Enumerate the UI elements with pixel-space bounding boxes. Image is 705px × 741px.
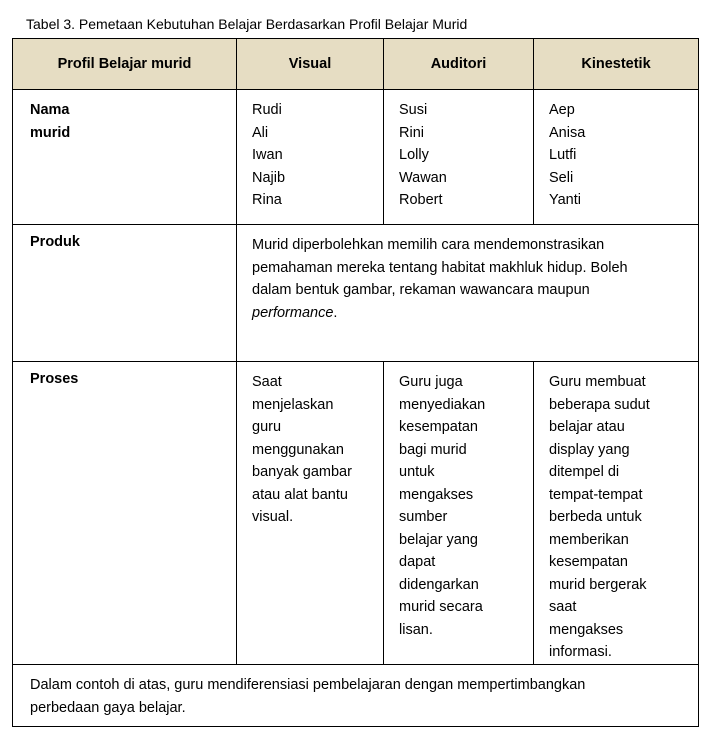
- proses-line: menyediakan: [399, 396, 486, 413]
- proses-line: untuk: [399, 464, 435, 480]
- proses-line: kesempatan: [549, 554, 628, 570]
- header-row: [13, 39, 699, 90]
- proses-line: dapat: [399, 554, 436, 570]
- student-name: Rini: [399, 124, 424, 141]
- produk-period: .: [333, 304, 338, 321]
- proses-line: murid secara: [399, 599, 483, 615]
- proses-line: mengakses: [549, 621, 624, 638]
- proses-line: murid bergerak: [549, 576, 647, 593]
- produk-text-cell: [237, 225, 699, 362]
- student-name: Ali: [252, 124, 269, 141]
- proses-line: bagi murid: [399, 441, 467, 458]
- proses-auditori-cell: [384, 362, 534, 665]
- student-name: Najib: [252, 169, 286, 186]
- proses-line: didengarkan: [399, 576, 479, 593]
- proses-line: Saat: [252, 374, 282, 390]
- produk-line: [252, 302, 684, 325]
- produk-line: dalam bentuk gambar, rekaman wawancara maupun: [252, 282, 590, 298]
- label-proses: Proses: [13, 362, 237, 665]
- learning-profile-table: [12, 38, 699, 727]
- proses-line: belajar atau: [549, 419, 625, 435]
- student-name: Lutfi: [549, 147, 577, 163]
- row-nama-murid: [13, 90, 699, 225]
- proses-line: Guru membuat: [549, 374, 646, 390]
- proses-line: display yang: [549, 441, 630, 458]
- header-auditori: Auditori: [384, 39, 534, 90]
- proses-line: Guru juga: [399, 374, 463, 390]
- student-name: Aep: [549, 102, 575, 118]
- footer-line: perbedaan gaya belajar.: [30, 699, 186, 716]
- proses-line: beberapa sudut: [549, 396, 650, 413]
- header-visual: Visual: [237, 39, 384, 90]
- row-proses: [13, 362, 699, 665]
- label-produk: Produk: [13, 225, 237, 362]
- proses-line: guru: [252, 419, 282, 435]
- proses-line: belajar yang: [399, 531, 478, 548]
- proses-line: menjelaskan: [252, 396, 334, 413]
- label-nama-line1: Nama: [30, 102, 70, 118]
- proses-line: menggunakan: [252, 441, 344, 458]
- proses-visual-cell: [237, 362, 384, 665]
- proses-line: ditempel di: [549, 464, 620, 480]
- proses-line: berbeda untuk: [549, 509, 642, 525]
- proses-line: banyak gambar: [252, 464, 352, 480]
- proses-line: tempat-tempat: [549, 486, 643, 503]
- student-name: Anisa: [549, 124, 586, 141]
- student-name: Rina: [252, 192, 282, 208]
- proses-line: saat: [549, 599, 577, 615]
- header-profil: Profil Belajar murid: [13, 39, 237, 90]
- row-footer: [13, 665, 699, 727]
- produk-line: pemahaman mereka tentang habitat makhluk hidup. Boleh: [252, 259, 628, 276]
- student-name: Susi: [399, 102, 428, 118]
- produk-line: Murid diperbolehkan memilih cara mendemonstrasikan: [252, 237, 605, 253]
- footer-note: [13, 665, 699, 727]
- proses-kinestetik-cell: [534, 362, 699, 665]
- student-name: Seli: [549, 169, 574, 186]
- student-name: Wawan: [399, 169, 447, 186]
- proses-line: visual.: [252, 509, 294, 525]
- student-name: Iwan: [252, 147, 283, 163]
- student-name: Yanti: [549, 192, 581, 208]
- header-kinestetik: Kinestetik: [534, 39, 699, 90]
- table-caption: Tabel 3. Pemetaan Kebutuhan Belajar Berdasarkan Profil Belajar Murid: [26, 16, 468, 32]
- proses-line: informasi.: [549, 644, 612, 660]
- label-nama-murid: [13, 90, 237, 225]
- student-name: Rudi: [252, 102, 282, 118]
- proses-line: atau alat bantu: [252, 486, 348, 503]
- student-name: Lolly: [399, 147, 429, 163]
- produk-italic-text: performance: [252, 304, 334, 321]
- proses-line: sumber: [399, 509, 448, 525]
- proses-line: mengakses: [399, 486, 474, 503]
- proses-line: lisan.: [399, 621, 433, 638]
- student-name: Robert: [399, 192, 443, 208]
- proses-line: memberikan: [549, 531, 629, 548]
- nama-kinestetik-cell: [534, 90, 699, 225]
- nama-visual-cell: [237, 90, 384, 225]
- footer-line: Dalam contoh di atas, guru mendiferensiasi pembelajaran dengan mempertimbangkan: [30, 677, 586, 693]
- proses-line: kesempatan: [399, 419, 478, 435]
- label-nama-line2: murid: [30, 124, 71, 141]
- nama-auditori-cell: [384, 90, 534, 225]
- row-produk: [13, 225, 699, 362]
